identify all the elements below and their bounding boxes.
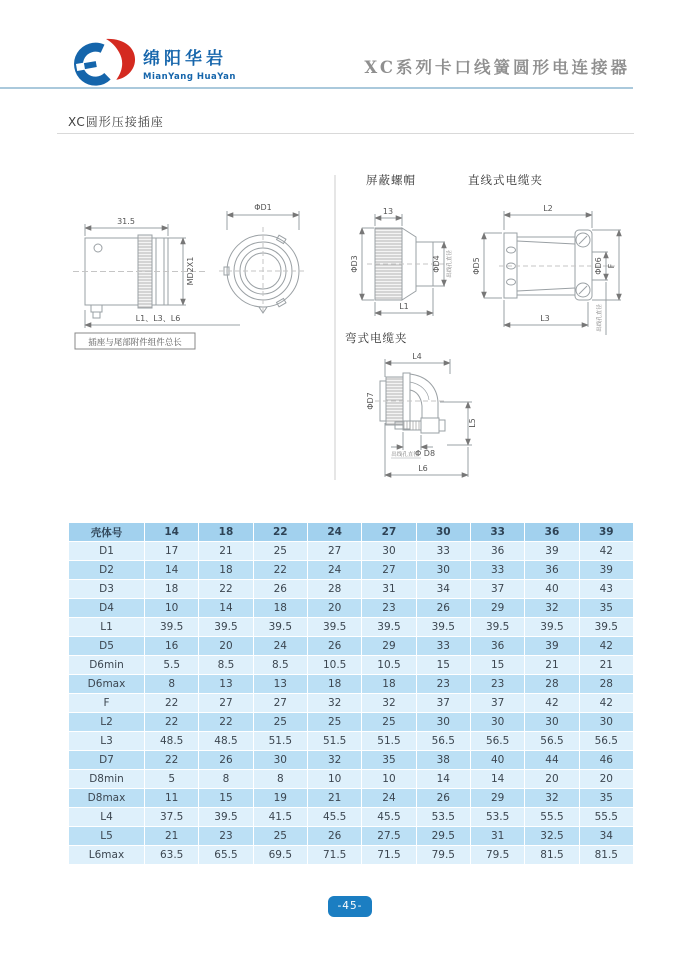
technical-drawings (55, 150, 660, 495)
plug-front-view-drawing (219, 211, 307, 315)
dimension-cell: 36 (525, 561, 579, 580)
row-label: D4 (69, 599, 145, 618)
dimension-cell: 25 (253, 827, 307, 846)
header-divider (0, 87, 633, 89)
dimension-cell: 18 (362, 675, 416, 694)
dimension-cell: 53.5 (470, 808, 524, 827)
clamp-outlet-note: 出线孔直径 (597, 304, 603, 332)
dimension-cell: 39.5 (416, 618, 470, 637)
dimension-table (68, 522, 634, 865)
dimension-cell: 29 (362, 637, 416, 656)
dimension-cell: 24 (253, 637, 307, 656)
dimension-cell: 42 (579, 694, 633, 713)
dimension-cell: 39.5 (199, 618, 253, 637)
dimension-cell: 8 (199, 770, 253, 789)
bent-d8-dim: Φ D8 (414, 449, 436, 458)
dimension-cell: 26 (199, 751, 253, 770)
dimension-cell: 26 (253, 580, 307, 599)
dimension-cell: 32 (307, 751, 361, 770)
row-label: L6max (69, 846, 145, 865)
dimension-cell: 27 (362, 561, 416, 580)
dimension-cell: 79.5 (470, 846, 524, 865)
row-label: D2 (69, 561, 145, 580)
dimension-cell: 28 (525, 675, 579, 694)
dimension-cell: 56.5 (470, 732, 524, 751)
dimension-cell: 23 (199, 827, 253, 846)
dimension-cell: 8 (145, 675, 199, 694)
dimension-cell: 36 (470, 637, 524, 656)
dimension-cell: 5 (145, 770, 199, 789)
dimension-cell: 29 (470, 599, 524, 618)
dimension-cell: 21 (525, 656, 579, 675)
dimension-cell: 33 (416, 637, 470, 656)
col-header-size-30: 30 (416, 523, 470, 542)
dimension-cell: 65.5 (199, 846, 253, 865)
dimension-cell: 10 (362, 770, 416, 789)
dimension-cell: 28 (307, 580, 361, 599)
table-row-L4 (69, 808, 634, 827)
dimension-cell: 10.5 (362, 656, 416, 675)
dimension-cell: 20 (307, 599, 361, 618)
dimension-cell: 46 (579, 751, 633, 770)
table-row-L6max (69, 846, 634, 865)
dimension-cell: 26 (307, 827, 361, 846)
dimension-cell: 34 (416, 580, 470, 599)
dimension-cell: 10 (145, 599, 199, 618)
spec-table-body (69, 542, 634, 865)
dimension-cell: 30 (579, 713, 633, 732)
clamp-l2-dim: L2 (543, 204, 553, 213)
col-header-size-27: 27 (362, 523, 416, 542)
dimension-cell: 43 (579, 580, 633, 599)
dimension-cell: 25 (307, 713, 361, 732)
dimension-cell: 23 (416, 675, 470, 694)
dimension-cell: 24 (362, 789, 416, 808)
dimension-cell: 39 (525, 542, 579, 561)
dimension-cell: 13 (253, 675, 307, 694)
dimension-cell: 39 (525, 637, 579, 656)
dimension-cell: 51.5 (307, 732, 361, 751)
dimension-cell: 8.5 (253, 656, 307, 675)
row-label: D6max (69, 675, 145, 694)
dimension-cell: 32 (307, 694, 361, 713)
dimension-cell: 36 (470, 542, 524, 561)
dimension-cell: 27 (199, 694, 253, 713)
dimension-cell: 20 (579, 770, 633, 789)
dimension-cell: 10 (307, 770, 361, 789)
col-header-size-33: 33 (470, 523, 524, 542)
dimension-cell: 51.5 (253, 732, 307, 751)
table-row-D7 (69, 751, 634, 770)
dimension-cell: 30 (362, 542, 416, 561)
table-row-D6max (69, 675, 634, 694)
plug-thread-dim: MD2X1 (186, 256, 195, 286)
dimension-cell: 25 (253, 542, 307, 561)
dimension-cell: 21 (199, 542, 253, 561)
table-row-D3 (69, 580, 634, 599)
dimension-cell: 30 (470, 713, 524, 732)
logo-name-en: MianYang HuaYan (143, 72, 236, 82)
company-logo (64, 38, 142, 92)
dimension-cell: 25 (253, 713, 307, 732)
dimension-cell: 15 (416, 656, 470, 675)
plug-assembly-note: 插座与尾部附件组件总长 (88, 338, 182, 348)
section-title: XC圆形压接插座 (68, 115, 164, 129)
col-header-shell-size: 壳体号 (69, 523, 145, 542)
dimension-cell: 30 (416, 561, 470, 580)
dimension-cell: 27.5 (362, 827, 416, 846)
dimension-cell: 22 (145, 713, 199, 732)
nut-d3-dim: ΦD3 (350, 255, 359, 273)
dimension-cell: 55.5 (579, 808, 633, 827)
dimension-cell: 37 (416, 694, 470, 713)
dimension-cell: 44 (525, 751, 579, 770)
clamp-f-dim: F (607, 263, 616, 269)
dimension-cell: 30 (525, 713, 579, 732)
dimension-cell: 30 (416, 713, 470, 732)
dimension-cell: 81.5 (525, 846, 579, 865)
dimension-cell: 11 (145, 789, 199, 808)
dimension-cell: 56.5 (579, 732, 633, 751)
table-row-D1 (69, 542, 634, 561)
dimension-cell: 71.5 (362, 846, 416, 865)
table-row-D2 (69, 561, 634, 580)
dimension-cell: 18 (145, 580, 199, 599)
dimension-cell: 32.5 (525, 827, 579, 846)
plug-lengths-dim: L1、L3、L6 (135, 314, 181, 323)
dimension-cell: 27 (307, 542, 361, 561)
row-label: L5 (69, 827, 145, 846)
dimension-cell: 53.5 (416, 808, 470, 827)
dimension-cell: 39.5 (253, 618, 307, 637)
bent-d7-dim: ΦD7 (366, 392, 375, 410)
row-label: D5 (69, 637, 145, 656)
dimension-cell: 79.5 (416, 846, 470, 865)
dimension-cell: 22 (199, 580, 253, 599)
row-label: D6min (69, 656, 145, 675)
logo-swirl-icon (64, 38, 142, 88)
bent-clamp-title: 弯式电缆夹 (345, 331, 408, 345)
clamp-d5-dim: ΦD5 (472, 257, 481, 275)
plug-side-view-drawing (73, 224, 240, 349)
dimension-cell: 33 (470, 561, 524, 580)
bent-l6-dim: L6 (418, 464, 428, 473)
dimension-cell: 35 (579, 789, 633, 808)
dimension-cell: 39.5 (199, 808, 253, 827)
dimension-cell: 14 (199, 599, 253, 618)
dimension-cell: 56.5 (525, 732, 579, 751)
table-row-L1 (69, 618, 634, 637)
table-row-L2 (69, 713, 634, 732)
dimension-cell: 39.5 (362, 618, 416, 637)
dimension-cell: 20 (199, 637, 253, 656)
dimension-cell: 81.5 (579, 846, 633, 865)
dimension-cell: 20 (525, 770, 579, 789)
dimension-cell: 45.5 (362, 808, 416, 827)
dimension-cell: 14 (416, 770, 470, 789)
dimension-cell: 8 (253, 770, 307, 789)
dimension-cell: 32 (525, 599, 579, 618)
dimension-cell: 35 (579, 599, 633, 618)
col-header-size-22: 22 (253, 523, 307, 542)
table-row-D6min (69, 656, 634, 675)
clamp-l3-dim: L3 (540, 314, 550, 323)
dimension-cell: 22 (199, 713, 253, 732)
plug-width-dim: 31.5 (117, 217, 135, 226)
dimension-cell: 48.5 (199, 732, 253, 751)
row-label: L3 (69, 732, 145, 751)
dimension-cell: 42 (579, 637, 633, 656)
dimension-cell: 37 (470, 694, 524, 713)
spec-table-header-row (69, 523, 634, 542)
dimension-cell: 18 (307, 675, 361, 694)
plug-front-diameter-dim: ΦD1 (254, 203, 272, 212)
dimension-cell: 26 (416, 599, 470, 618)
clamp-d6-dim: ΦD6 (594, 257, 603, 275)
table-row-D5 (69, 637, 634, 656)
dimension-cell: 63.5 (145, 846, 199, 865)
dimension-cell: 39.5 (307, 618, 361, 637)
dimension-cell: 39 (579, 561, 633, 580)
dimension-cell: 45.5 (307, 808, 361, 827)
dimension-cell: 31 (470, 827, 524, 846)
document-title: XC系列卡口线簧圆形电连接器 (364, 58, 630, 77)
col-header-size-39: 39 (579, 523, 633, 542)
col-header-size-36: 36 (525, 523, 579, 542)
dimension-cell: 18 (199, 561, 253, 580)
table-row-L3 (69, 732, 634, 751)
shield-nut-title: 屏蔽螺帽 (366, 173, 416, 187)
dimension-cell: 37 (470, 580, 524, 599)
dimension-cell: 27 (253, 694, 307, 713)
nut-width-dim: 13 (382, 207, 394, 216)
row-label: L4 (69, 808, 145, 827)
dimension-cell: 23 (470, 675, 524, 694)
bent-l4-dim: L4 (412, 352, 422, 361)
nut-d4-dim: ΦD4 (432, 255, 441, 273)
row-label: F (69, 694, 145, 713)
row-label: L1 (69, 618, 145, 637)
dimension-cell: 39.5 (579, 618, 633, 637)
dimension-cell: 42 (579, 542, 633, 561)
dimension-cell: 42 (525, 694, 579, 713)
dimension-cell: 26 (307, 637, 361, 656)
col-header-size-24: 24 (307, 523, 361, 542)
dimension-cell: 22 (145, 694, 199, 713)
row-label: L2 (69, 713, 145, 732)
dimension-cell: 10.5 (307, 656, 361, 675)
dimension-cell: 28 (579, 675, 633, 694)
dimension-cell: 30 (253, 751, 307, 770)
dimension-cell: 21 (145, 827, 199, 846)
dimension-cell: 21 (579, 656, 633, 675)
nut-l1-dim: L1 (399, 302, 409, 311)
dimension-cell: 18 (253, 599, 307, 618)
dimension-cell: 14 (470, 770, 524, 789)
dimension-cell: 19 (253, 789, 307, 808)
bent-clamp-drawing (375, 359, 472, 477)
dimension-cell: 26 (416, 789, 470, 808)
dimension-cell: 32 (362, 694, 416, 713)
dimension-cell: 13 (199, 675, 253, 694)
table-row-D4 (69, 599, 634, 618)
section-divider (57, 133, 634, 134)
dimension-cell: 16 (145, 637, 199, 656)
bent-outlet-note: 出线孔直径 (391, 452, 419, 458)
dimension-cell: 23 (362, 599, 416, 618)
table-row-F (69, 694, 634, 713)
dimension-cell: 38 (416, 751, 470, 770)
dimension-cell: 21 (307, 789, 361, 808)
dimension-cell: 69.5 (253, 846, 307, 865)
dimension-cell: 40 (470, 751, 524, 770)
dimension-cell: 5.5 (145, 656, 199, 675)
dimension-cell: 29 (470, 789, 524, 808)
dimension-cell: 40 (525, 580, 579, 599)
dimension-cell: 29.5 (416, 827, 470, 846)
dimension-cell: 8.5 (199, 656, 253, 675)
dimension-cell: 31 (362, 580, 416, 599)
dimension-cell: 22 (253, 561, 307, 580)
row-label: D7 (69, 751, 145, 770)
row-label: D1 (69, 542, 145, 561)
table-row-L5 (69, 827, 634, 846)
logo-name-cn: 绵阳华岩 (143, 49, 227, 69)
dimension-cell: 15 (470, 656, 524, 675)
dimension-cell: 14 (145, 561, 199, 580)
dimension-cell: 41.5 (253, 808, 307, 827)
dimension-cell: 15 (199, 789, 253, 808)
dimension-cell: 17 (145, 542, 199, 561)
dimension-cell: 34 (579, 827, 633, 846)
dimension-cell: 39.5 (470, 618, 524, 637)
dimension-cell: 39.5 (145, 618, 199, 637)
dimension-cell: 56.5 (416, 732, 470, 751)
dimension-cell: 37.5 (145, 808, 199, 827)
dimension-cell: 48.5 (145, 732, 199, 751)
row-label: D8max (69, 789, 145, 808)
dimension-cell: 33 (416, 542, 470, 561)
dimension-cell: 25 (362, 713, 416, 732)
page-number-badge: -45- (328, 896, 372, 917)
dimension-cell: 71.5 (307, 846, 361, 865)
straight-clamp-title: 直线式电缆夹 (468, 173, 543, 187)
nut-outlet-note: 出线孔直径 (447, 250, 453, 278)
dimension-cell: 35 (362, 751, 416, 770)
dimension-cell: 24 (307, 561, 361, 580)
bent-l5-dim: L5 (468, 418, 477, 428)
col-header-size-18: 18 (199, 523, 253, 542)
dimension-cell: 39.5 (525, 618, 579, 637)
dimension-cell: 55.5 (525, 808, 579, 827)
logo-text (143, 44, 236, 82)
col-header-size-14: 14 (145, 523, 199, 542)
dimension-cell: 32 (525, 789, 579, 808)
row-label: D3 (69, 580, 145, 599)
table-row-D8min (69, 770, 634, 789)
dimension-cell: 22 (145, 751, 199, 770)
table-row-D8max (69, 789, 634, 808)
dimension-cell: 51.5 (362, 732, 416, 751)
row-label: D8min (69, 770, 145, 789)
